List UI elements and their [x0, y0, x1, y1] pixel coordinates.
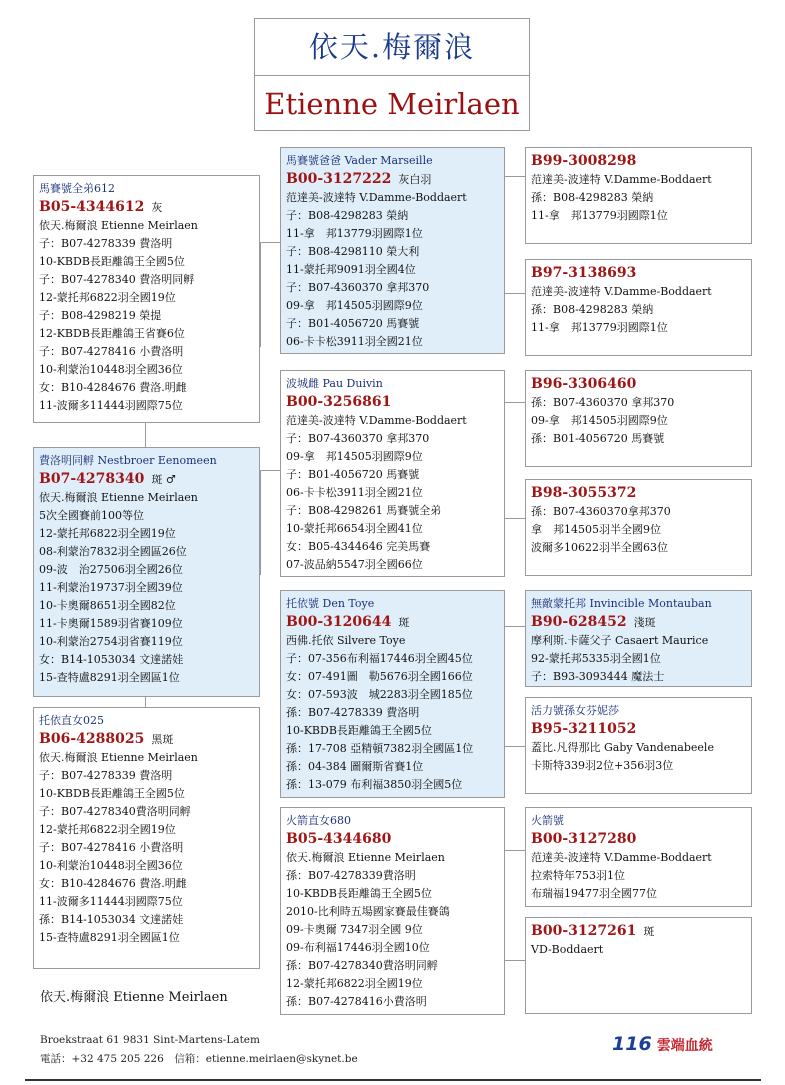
connector	[145, 423, 146, 447]
info-line: 09-拿 邦14505羽國際9位	[531, 414, 668, 427]
connector	[504, 293, 525, 294]
info-line: 12-蒙托邦6822羽全國19位	[39, 527, 176, 540]
sibling-pigeon-card	[33, 447, 260, 697]
connector	[260, 242, 261, 347]
title-box	[254, 18, 530, 131]
grandparent-card	[525, 807, 752, 907]
info-line: 范達美-波達特 V.Damme-Boddaert	[286, 191, 467, 204]
info-line: 女：07-491圖 勒5676羽全國166位	[286, 670, 473, 683]
owner-name: 依天.梅爾浪 Etienne Meirlaen	[40, 990, 228, 1005]
info-line: 孫：B01-4056720 馬賽號	[531, 432, 665, 445]
info-line: 孫：B07-4360370 拿邦370	[531, 396, 675, 409]
info-line: 2010-比利時五場國家賽最佳賽鴿	[286, 905, 450, 918]
info-line: 12-蒙托邦6822羽全國19位	[39, 823, 176, 836]
grandparent-card	[525, 147, 752, 244]
sibling-ring: B06-4288025	[39, 731, 145, 747]
info-line: 孫：B07-4360370拿邦370	[531, 505, 671, 518]
grandparent-ring: B98-3055372	[531, 485, 637, 501]
subject-color: 灰	[151, 201, 163, 214]
grandparent-color: 斑	[643, 925, 655, 938]
info-line: 10-KBDB長距離鴿王全國5位	[286, 724, 432, 737]
info-line: 子：B07-4360370 拿邦370	[286, 281, 430, 294]
connector	[504, 176, 525, 177]
info-line: 10-蒙托邦6654羽全國41位	[286, 522, 423, 535]
info-line: 12-蒙托邦6822羽全國19位	[286, 977, 423, 990]
info-line: 依天.梅爾浪 Etienne Meirlaen	[39, 751, 198, 764]
mother-name: 波城雌 Pau Duivin	[286, 377, 383, 390]
grandparent-name: 火箭號	[531, 814, 564, 827]
info-line: 依天.梅爾浪 Etienne Meirlaen	[39, 491, 198, 504]
grandparent-ring: B90-628452	[531, 614, 627, 630]
info-line: 12-蒙托邦6822羽全國19位	[39, 291, 176, 304]
info-line: 10-卡奧爾8651羽全國82位	[39, 599, 176, 612]
info-line: 孫：B14-1053034 文達諾娃	[39, 913, 184, 926]
info-line: 女：B10-4284676 費洛.明雌	[39, 877, 187, 890]
sire-color: 斑	[398, 616, 410, 629]
info-line: 波爾多10622羽半全國63位	[531, 541, 668, 554]
info-line: 子：B07-4278416 小費洛明	[39, 345, 184, 358]
info-line: 蓋比.凡得那比 Gaby Vandenabeele	[531, 741, 714, 754]
info-line: 布瑞福19477羽全國77位	[531, 887, 657, 900]
connector	[504, 746, 525, 747]
info-line: 子：B08-4298261 馬賽號全弟	[286, 504, 442, 517]
father-ring: B00-3127222	[286, 171, 392, 187]
grandparent-card	[525, 590, 752, 687]
info-line: 孫：B07-4278416小費洛明	[286, 995, 427, 1008]
info-line: 女：B10-4284676 費洛.明雌	[39, 381, 187, 394]
info-line: 子：B07-4360370 拿邦370	[286, 432, 430, 445]
info-line: 10-KBDB長距離鴿王全國5位	[286, 887, 432, 900]
info-line: 女：07-593波 城2283羽全國185位	[286, 688, 473, 701]
info-line: 拿 邦14505羽半全國9位	[531, 523, 661, 536]
info-line: 92-蒙托邦5335羽全國1位	[531, 652, 661, 665]
grandparent-ring: B97-3138693	[531, 265, 637, 281]
info-line: 孫：13-079 布利福3850羽全國5位	[286, 778, 463, 791]
info-line: 子：07-356布利福17446羽全國45位	[286, 652, 473, 665]
info-line: 06-卡卡松3911羽全國21位	[286, 335, 423, 348]
info-line: 范達美-波達特 V.Damme-Boddaert	[286, 414, 467, 427]
info-line: 女：B14-1053034 文達諾娃	[39, 653, 184, 666]
sibling-ring: B07-4278340	[39, 471, 145, 487]
sire-pigeon-card	[280, 590, 505, 798]
info-line: 08-利蒙治7832羽全國區26位	[39, 545, 187, 558]
info-line: 07-波品納5547羽全國66位	[286, 558, 423, 571]
sibling-pigeon-card	[33, 707, 260, 969]
dam-ring: B05-4344680	[286, 831, 392, 847]
grandparent-ring: B99-3008298	[531, 153, 637, 169]
mother-pigeon-card	[280, 370, 505, 577]
grandparent-ring: B95-3211052	[531, 721, 637, 737]
info-line: 09-卡奧爾 7347羽全國 9位	[286, 923, 423, 936]
info-line: 西佛.托依 Silvere Toye	[286, 634, 406, 647]
logo-number: 116	[612, 1033, 652, 1055]
connector	[504, 850, 525, 851]
footer-divider	[25, 1079, 761, 1081]
info-line: 06-卡卡松3911羽全國21位	[286, 486, 423, 499]
info-line: 10-利蒙治10448羽全國36位	[39, 363, 183, 376]
info-line: 孫：17-708 亞精頓7382羽全國區1位	[286, 742, 474, 755]
sibling-name: 托依直女025	[39, 714, 104, 727]
info-line: 5次全國賽前100等位	[39, 509, 144, 522]
connector	[260, 470, 261, 575]
info-line: 孫：B07-4278339 費洛明	[286, 706, 420, 719]
info-line: 子：B93-3093444 魔法士	[531, 670, 665, 683]
father-pigeon-card	[280, 147, 505, 354]
info-line: 15-查特盧8291羽全國區1位	[39, 671, 180, 684]
connector	[260, 242, 280, 243]
info-line: 孫：B07-4278339費洛明	[286, 869, 416, 882]
info-line: 范達美-波達特 V.Damme-Boddaert	[531, 851, 712, 864]
connector	[260, 470, 280, 471]
info-line: 09-拿 邦14505羽國際9位	[286, 450, 423, 463]
info-line: 11-拿 邦13779羽國際1位	[286, 227, 423, 240]
title-chinese: 依天.梅爾浪	[255, 19, 529, 76]
info-line: 依天.梅爾浪 Etienne Meirlaen	[286, 851, 445, 864]
info-line: 10-KBDB長距離鴿王全國5位	[39, 787, 185, 800]
subject-ring: B05-4344612	[39, 199, 145, 215]
connector	[504, 402, 525, 403]
sibling-color: 黑斑	[151, 733, 174, 746]
grandparent-ring: B00-3127261	[531, 923, 637, 939]
grandparent-card	[525, 917, 752, 1014]
info-line: 孫：B07-4278340費洛明同孵	[286, 959, 438, 972]
info-line: 09-拿 邦14505羽國際9位	[286, 299, 423, 312]
sire-ring: B00-3120644	[286, 614, 392, 630]
grandparent-ring: B96-3306460	[531, 376, 637, 392]
info-line: 摩利斯.卡薩父子 Casaert Maurice	[531, 634, 709, 647]
info-line: 孫：B08-4298283 榮納	[531, 303, 654, 316]
father-color: 灰白羽	[398, 173, 432, 186]
info-line: 11-卡奧爾1589羽省賽109位	[39, 617, 183, 630]
connector	[504, 518, 525, 519]
title-english: Etienne Meirlaen	[264, 87, 520, 121]
grandparent-card	[525, 259, 752, 356]
info-line: 12-KBDB長距離鴿王省賽6位	[39, 327, 185, 340]
info-line: 范達美-波達特 V.Damme-Boddaert	[531, 285, 712, 298]
connector	[504, 960, 525, 961]
info-line: 15-查特盧8291羽全國區1位	[39, 931, 180, 944]
sire-name: 托依號 Den Toye	[286, 597, 375, 610]
info-line: 09-波 治27506羽全國26位	[39, 563, 183, 576]
info-line: 女：B05-4344646 完美馬賽	[286, 540, 431, 553]
info-line: 11-波爾多11444羽國際75位	[39, 399, 183, 412]
info-line: 子：B07-4278416 小費洛明	[39, 841, 184, 854]
info-line: VD-Boddaert	[531, 943, 604, 956]
info-line: 子：B08-4298219 榮提	[39, 309, 162, 322]
info-line: 子：B07-4278340費洛明同孵	[39, 805, 191, 818]
info-line: 孫：04-384 圖爾斯省賽1位	[286, 760, 424, 773]
mother-ring: B00-3256861	[286, 394, 392, 410]
sibling-color: 斑 ♂	[151, 473, 176, 486]
info-line: 10-利蒙治2754羽省賽119位	[39, 635, 183, 648]
info-line: 11-利蒙治19737羽全國39位	[39, 581, 183, 594]
info-line: 10-KBDB長距離鴿王全國5位	[39, 255, 185, 268]
grandparent-name: 無敵蒙托邦 Invincible Montauban	[531, 597, 712, 610]
info-line: 拉索特年753羽1位	[531, 869, 625, 882]
dam-name: 火箭直女680	[286, 814, 351, 827]
info-line: 09-布利福17446羽全國10位	[286, 941, 430, 954]
info-line: 卡斯特339羽2位+356羽3位	[531, 759, 674, 772]
sibling-name: 費洛明同孵 Nestbroer Eenomeen	[39, 454, 217, 467]
info-line: 子：B07-4278339 費洛明	[39, 769, 173, 782]
info-line: 11-波爾多11444羽國際75位	[39, 895, 183, 908]
info-line: 孫：B08-4298283 榮納	[531, 191, 654, 204]
connector	[145, 697, 146, 707]
info-line: 子：B08-4298110 榮大利	[286, 245, 420, 258]
info-line: 范達美-波達特 V.Damme-Boddaert	[531, 173, 712, 186]
info-line: 子：B01-4056720 馬賽號	[286, 468, 420, 481]
grandparent-card	[525, 370, 752, 467]
info-line: 子：B01-4056720 馬賽號	[286, 317, 420, 330]
grandparent-card	[525, 697, 752, 794]
footer-contact: 電話：+32 475 205 226 信箱：etienne.meirlaen@skynet.be	[40, 1053, 358, 1065]
info-line: 11-拿 邦13779羽國際1位	[531, 209, 668, 222]
info-line: 10-利蒙治10448羽全國36位	[39, 859, 183, 872]
info-line: 子：B08-4298283 榮納	[286, 209, 409, 222]
footer-address: Broekstraat 61 9831 Sint-Martens-Latem	[40, 1034, 260, 1046]
grandparent-name: 活力號孫女芬妮莎	[531, 704, 619, 717]
connector	[504, 626, 525, 627]
info-line: 依天.梅爾浪 Etienne Meirlaen	[39, 219, 198, 232]
subject-pigeon-card	[33, 175, 260, 423]
info-line: 子：B07-4278340 費洛明同孵	[39, 273, 195, 286]
grandparent-ring: B00-3127280	[531, 831, 637, 847]
info-line: 子：B07-4278339 費洛明	[39, 237, 173, 250]
father-name: 馬賽號爸爸 Vader Marseille	[286, 154, 433, 167]
grandparent-card	[525, 479, 752, 576]
grandparent-color: 淺斑	[633, 616, 656, 629]
subject-name: 馬賽號全弟612	[39, 182, 115, 195]
info-line: 11-拿 邦13779羽國際1位	[531, 321, 668, 334]
info-line: 11-蒙托邦9091羽全國4位	[286, 263, 416, 276]
dam-pigeon-card	[280, 807, 505, 1015]
brand-logo	[612, 1033, 722, 1055]
logo-text: 雲端血統	[656, 1038, 713, 1054]
